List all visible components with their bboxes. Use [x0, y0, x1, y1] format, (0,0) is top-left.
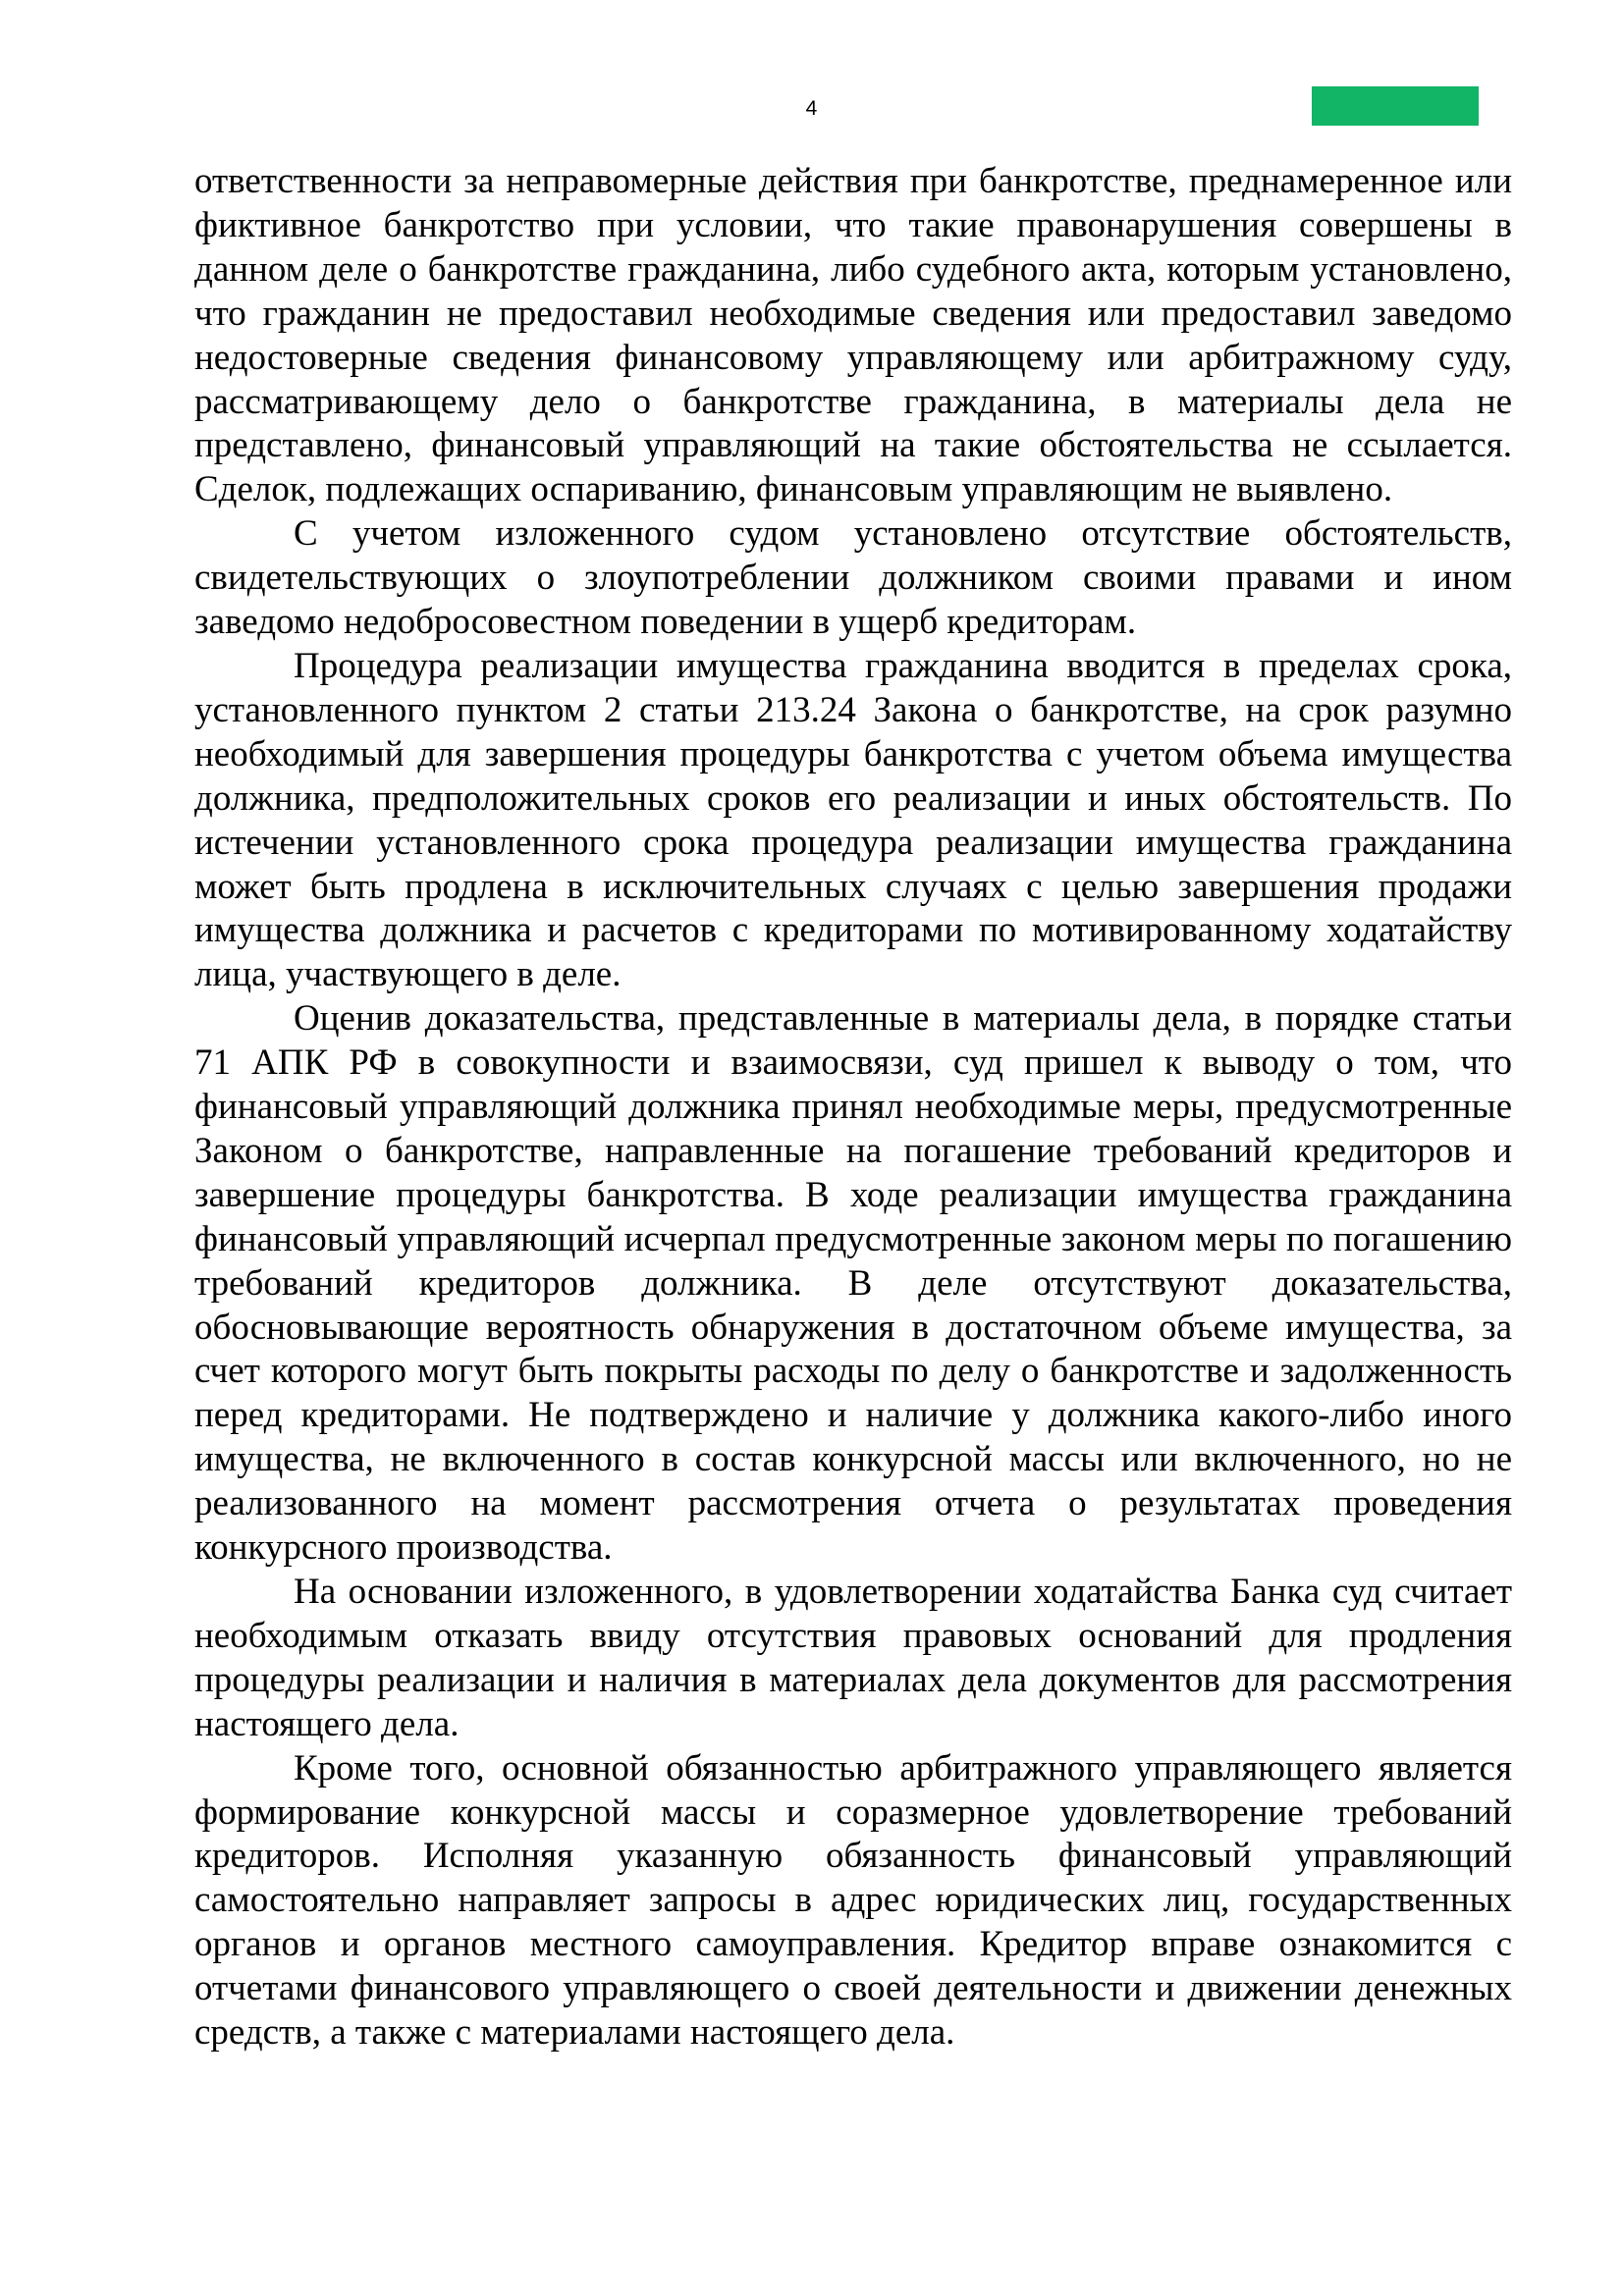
- paragraph: Кроме того, основной обязанностью арбитражного управляющего является формирование конкурсной массы и соразмерное удовлетворение требований кредиторов. Исполняя указанную обязанность финансовый управляющий самостоятельно направляет запросы в адрес юридических лиц, государственных органов и органов местного самоуправления. Кредитор вправе ознакомится с отчетами финансового управляющего о своей деятельности и движении денежных средств, а также с материалами настоящего дела.: [194, 1747, 1512, 2054]
- paragraph: Оценив доказательства, представленные в материалы дела, в порядке статьи 71 АПК РФ в совокупности и взаимосвязи, суд пришел к выводу о том, что финансовый управляющий должника принял необходимые меры, предусмотренные Законом о банкротстве, направленные на погашение требований кредиторов и завершение процедуры банкротства. В ходе реализации имущества гражданина финансовый управляющий исчерпал предусмотренные законом меры по погашению требований кредиторов должника. В деле отсутствуют доказательства, обосновывающие вероятность обнаружения в достаточном объеме имущества, за счет которого могут быть покрыты расходы по делу о банкротстве и задолженность перед кредиторами. Не подтверждено и наличие у должника какого-либо иного имущества, не включенного в состав конкурсной массы или включенного, но не реализованного на момент рассмотрения отчета о результатах проведения конкурсного производства.: [194, 998, 1512, 1569]
- document-body: [194, 160, 1512, 2056]
- page-number: 4: [805, 97, 818, 120]
- paragraph: На основании изложенного, в удовлетворении ходатайства Банка суд считает необходимым отказать ввиду отсутствия правовых оснований для продления процедуры реализации и наличия в материалах дела документов для рассмотрения настоящего дела.: [194, 1572, 1512, 1744]
- green-marker: [1312, 86, 1479, 126]
- paragraph: С учетом изложенного судом установлено отсутствие обстоятельств, свидетельствующих о злоупотреблении должником своими правами и ином заведомо недобросовестном поведении в ущерб кредиторам.: [194, 513, 1512, 643]
- paragraph: Процедура реализации имущества гражданина вводится в пределах срока, установленного пунктом 2 статьи 213.24 Закона о банкротстве, на срок разумно необходимый для завершения процедуры банкротства с учетом объема имущества должника, предположительных сроков его реализации и иных обстоятельств. По истечении установленного срока процедура реализации имущества гражданина может быть продлена в исключительных случаях с целью завершения продажи имущества должника и расчетов с кредиторами по мотивированному ходатайству лица, участвующего в деле.: [194, 645, 1512, 995]
- paragraph-continuation: ответственности за неправомерные действия при банкротстве, преднамеренное или фиктивное банкротство при условии, что такие правонарушения совершены в данном деле о банкротстве гражданина, либо судебного акта, которым установлено, что гражданин не предоставил необходимые сведения или предоставил заведомо недостоверные сведения финансовому управляющему или арбитражному суду, рассматривающему дело о банкротстве гражданина, в материалы дела не представлено, финансовый управляющий на такие обстоятельства не ссылается. Сделок, подлежащих оспариванию, финансовым управляющим не выявлено.: [194, 161, 1512, 510]
